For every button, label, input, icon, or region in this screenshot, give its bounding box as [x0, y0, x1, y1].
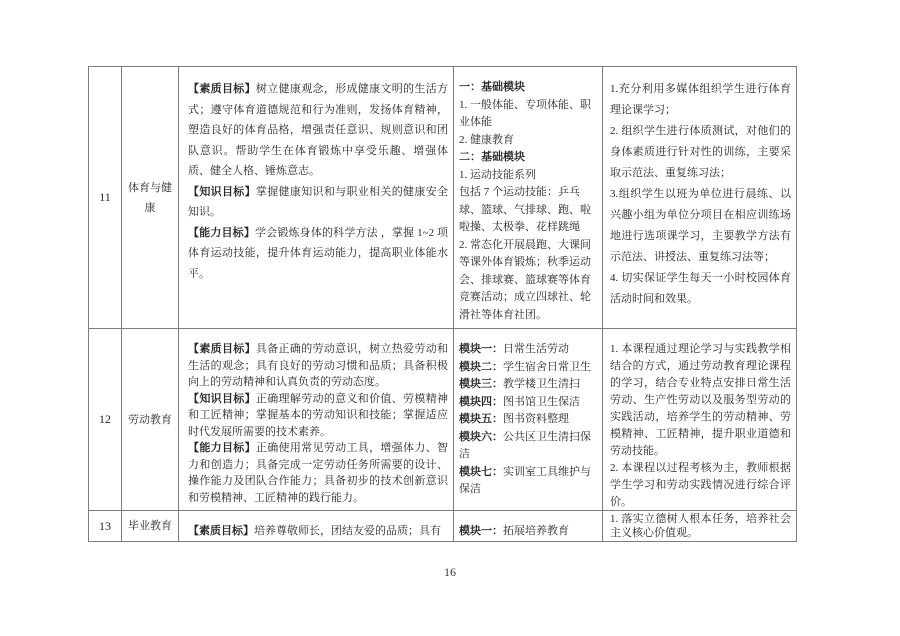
- row-number: 13: [99, 519, 111, 533]
- module-line: [459, 524, 569, 538]
- module-text: 图书馆卫生保洁: [503, 395, 580, 408]
- goal-label: 【素质目标】: [188, 343, 256, 355]
- goal-paragraph: [188, 79, 448, 182]
- cell-course-modules: [454, 67, 603, 329]
- module-text: 2. 常态化开展晨跑、大课间等课外体育锻炼；秋季运动会、排球赛、篮球赛等体育竞赛活动；成立四球社、轮滑社等体育社团。: [459, 238, 591, 321]
- goal-label: 【知识目标】: [188, 392, 256, 405]
- module-line: [459, 341, 598, 359]
- row-number: 11: [99, 190, 111, 204]
- module-text: 拓展培养教育: [503, 525, 569, 537]
- module-line: [459, 167, 598, 185]
- goal-text: 具备正确的劳动意识，树立热爱劳动和生活的观念；具有良好的劳动习惯和品质；具备积极向上的劳动精神和认真负责的劳动态度。: [188, 343, 449, 388]
- module-line: [459, 184, 598, 237]
- cell-course-goals: [179, 329, 454, 511]
- module-line: [459, 394, 598, 412]
- impl-paragraph: 2. 本课程以过程考核为主，教师根据学生学习和劳动实践情况进行综合评价。: [610, 462, 791, 508]
- module-text: 学生宿舍日常卫生: [503, 360, 591, 373]
- cell-implementation: [603, 511, 797, 542]
- module-line: [459, 464, 598, 499]
- impl-paragraph: 3.组织学生以班为单位进行晨练、以兴趣小组为单位分项目在相应训练场地进行选项课学习，主要教学方法有示范法、讲授法、重复练习法等；: [610, 188, 791, 263]
- goal-text: 正确使用常见劳动工具，增强体力、智力和创造力；具备完成一定劳动任务所需要的设计、操作能力及团队合作能力；具备初步的技术创新意识和劳模精神、工匠精神的践行能力。: [188, 442, 449, 504]
- impl-paragraph: 1. 本课程通过理论学习与实践教学相结合的方式，通过劳动教育理论课程的学习，结合专业特点安排日常生活劳动、生产性劳动以及服务型劳动的实践活动，培养学生的劳动精神、劳模精神、工匠精神，提升职业道德和劳动技能。: [610, 343, 791, 457]
- module-text: 1. 一般体能、专项体能、职业体能: [459, 98, 591, 128]
- module-line: [459, 97, 598, 132]
- module-line: [459, 429, 598, 464]
- cell-course-name: [122, 67, 179, 329]
- impl-paragraph: 1. 落实立德树人根本任务，培养社会主义核心价值观。: [610, 513, 791, 539]
- module-label: 模块一：: [459, 343, 503, 355]
- cell-course-modules: [454, 329, 603, 511]
- goal-paragraph: [188, 182, 448, 223]
- cell-course-name: [122, 329, 179, 511]
- module-label: 模块四：: [459, 395, 503, 408]
- module-label: 模块一：: [459, 525, 503, 537]
- goal-paragraph: [188, 223, 448, 285]
- goal-paragraph: [188, 341, 448, 391]
- module-text: 实训室工具维护与保洁: [459, 465, 591, 495]
- goal-paragraph: [188, 440, 448, 506]
- goal-text: 掌握健康知识和与职业相关的健康安全知识。: [188, 185, 449, 218]
- goal-text: 树立健康观念，形成健康文明的生活方式；遵守体育道德规范和行为准则，发扬体育精神，塑造良好的体育品格，增强责任意识、规则意识和团队意识。帮助学生在体育锻炼中享受乐趣、增强体质、健全人格、锤炼意志。: [188, 83, 449, 177]
- module-text: 公共区卫生清扫保洁: [459, 430, 591, 460]
- module-label: 模块七：: [459, 465, 503, 478]
- course-name: 毕业教育: [128, 520, 172, 532]
- goal-paragraph: [188, 524, 441, 538]
- page-number: 16: [444, 565, 456, 579]
- goal-label: 【能力目标】: [188, 442, 256, 454]
- goal-text: 正确理解劳动的意义和价值、劳模精神和工匠精神；掌握基本的劳动知识和技能；掌握适应时代发展所需要的技术素养。: [188, 392, 449, 438]
- module-text: 图书资料整理: [503, 413, 569, 425]
- module-line: [459, 79, 598, 97]
- cell-row-number: [89, 67, 122, 329]
- goal-label: 【素质目标】: [188, 83, 256, 95]
- table-row: [89, 67, 797, 329]
- cell-course-goals: [179, 511, 454, 542]
- cell-course-modules: [454, 511, 603, 542]
- module-line: [459, 411, 598, 429]
- course-name: 体育与健康: [128, 181, 172, 214]
- module-text: 1. 运动技能系列: [459, 168, 536, 181]
- module-text: 日常生活劳动: [503, 343, 569, 355]
- cell-row-number: [89, 329, 122, 511]
- goal-paragraph: [188, 391, 448, 441]
- module-label: 二：基础模块: [459, 151, 525, 163]
- module-line: [459, 376, 598, 394]
- goal-label: 【能力目标】: [188, 226, 255, 239]
- module-line: [459, 359, 598, 377]
- module-line: [459, 149, 598, 167]
- goal-label: 【知识目标】: [188, 185, 256, 198]
- module-label: 模块三：: [459, 378, 503, 390]
- cell-row-number: [89, 511, 122, 542]
- table-row: [89, 329, 797, 511]
- cell-course-name: [122, 511, 179, 542]
- impl-paragraph: 1.充分利用多媒体组织学生进行体育理论课学习；: [610, 83, 791, 116]
- module-text: 2. 健康教育: [459, 133, 514, 146]
- impl-paragraph: 4. 切实保证学生每天一小时校园体育活动时间和效果。: [610, 272, 791, 305]
- module-line: [459, 132, 598, 150]
- goal-label: 【素质目标】: [188, 525, 254, 537]
- table-row: [89, 511, 797, 542]
- module-label: 模块六：: [459, 430, 503, 443]
- cell-implementation: [603, 67, 797, 329]
- cell-implementation: [603, 329, 797, 511]
- cell-course-goals: [179, 67, 454, 329]
- module-label: 模块五：: [459, 413, 503, 425]
- goal-text: 培养尊敬师长，团结友爱的品质；具有: [254, 525, 441, 537]
- goal-text: 学会锻炼身体的科学方法 ，掌握 1~2 项体育运动技能，提升体育运动能力，提高职业体能水平。: [188, 226, 449, 280]
- module-label: 模块二：: [459, 360, 503, 373]
- module-label: 一：基础模块: [459, 81, 525, 93]
- module-line: [459, 237, 598, 325]
- row-number: 12: [99, 412, 111, 426]
- curriculum-table: [88, 66, 797, 542]
- module-text: 包括 7 个运动技能：乒乓球、篮球、气排球、跑、啦啦操、太极拳、花样跳绳: [459, 186, 591, 233]
- course-name: 劳动教育: [128, 413, 172, 426]
- impl-paragraph: 2. 组织学生进行体质测试，对他们的身体素质进行针对性的训练，主要采取示范法、重复练习法；: [610, 125, 791, 179]
- module-text: 教学楼卫生清扫: [503, 378, 580, 390]
